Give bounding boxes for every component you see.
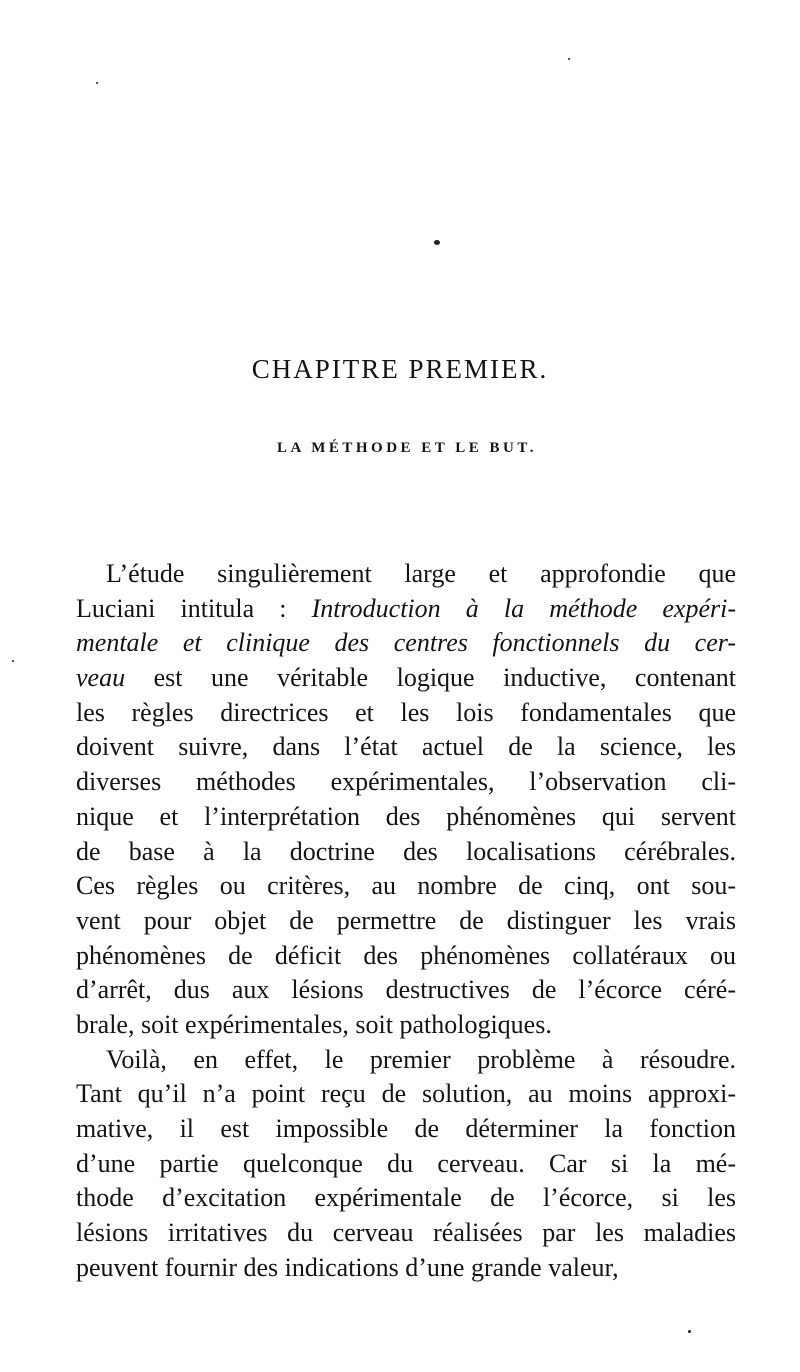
text-segment: mative, il est impossible de déterminer la fonction	[76, 1114, 736, 1143]
text-segment: L’étude singulièrement large et approfondie que	[106, 559, 736, 588]
chapter-subtitle: LA MÉTHODE ET LE BUT.	[276, 440, 538, 456]
text-line	[76, 1008, 736, 1043]
text-segment: peuvent fournir des indications d’une grande valeur,	[76, 1252, 619, 1282]
italic-text: Introduction à la méthode expéri-	[311, 593, 736, 623]
chapter-title: CHAPITRE PREMIER.	[251, 354, 549, 384]
text-line	[76, 626, 736, 661]
text-line	[76, 904, 736, 939]
text-line	[76, 1147, 736, 1182]
text-line	[76, 973, 736, 1008]
text-line	[76, 1216, 736, 1251]
text-segment: Tant qu’il n’a point reçu de solution, au moins approxi-	[76, 1079, 736, 1109]
text-line	[76, 1043, 736, 1078]
text-segment: diverses méthodes expérimentales, l’observation cli-	[76, 767, 736, 797]
text-segment: vent pour objet de permettre de distinguer les vrais	[76, 905, 736, 935]
italic-text: mentale et clinique des centres fonctionnels du cer-	[76, 628, 736, 658]
text-line	[76, 661, 736, 696]
text-segment: lésions irritatives du cerveau réalisées par les maladies	[76, 1218, 736, 1248]
ink-speck	[434, 240, 440, 245]
text-line	[76, 1077, 736, 1112]
ink-speck	[688, 1330, 691, 1333]
text-segment: brale, soit expérimentales, soit pathologiques.	[76, 1009, 552, 1039]
text-line	[76, 765, 736, 800]
italic-text: veau	[76, 663, 126, 693]
text-segment: les règles directrices et les lois fondamentales que	[76, 697, 736, 727]
text-line	[76, 730, 736, 765]
ink-speck	[96, 82, 98, 84]
ink-speck	[12, 660, 14, 662]
text-line	[76, 1251, 736, 1286]
text-line	[76, 1112, 736, 1147]
text-line	[76, 869, 736, 904]
paragraph	[76, 557, 736, 1043]
ink-speck	[568, 58, 570, 60]
text-line	[76, 835, 736, 870]
text-segment: Luciani intitula :	[76, 593, 312, 623]
text-line	[76, 800, 736, 835]
text-segment: de base à la doctrine des localisations cérébrales.	[76, 836, 736, 866]
text-segment: Ces règles ou critères, au nombre de cinq, ont sou-	[76, 871, 736, 901]
text-segment: phénomènes de déficit des phénomènes collatéraux ou	[76, 940, 736, 970]
text-segment: d’arrêt, dus aux lésions destructives de l’écorce céré-	[76, 975, 736, 1005]
text-segment: thode d’excitation expérimentale de l’écorce, si les	[76, 1183, 736, 1213]
paragraph	[76, 1043, 736, 1286]
text-line	[76, 1181, 736, 1216]
text-segment: d’une partie quelconque du cerveau. Car si la mé-	[76, 1148, 736, 1178]
text-segment: nique et l’interprétation des phénomènes qui servent	[76, 801, 736, 831]
text-line	[76, 592, 736, 627]
body-text	[76, 557, 736, 1285]
text-line	[76, 696, 736, 731]
text-segment: est une véritable logique inductive, contenant	[125, 663, 736, 693]
text-segment: doivent suivre, dans l’état actuel de la science, les	[76, 732, 736, 762]
text-segment: Voilà, en effet, le premier problème à résoudre.	[106, 1044, 736, 1074]
text-line	[76, 939, 736, 974]
text-line	[76, 557, 736, 592]
